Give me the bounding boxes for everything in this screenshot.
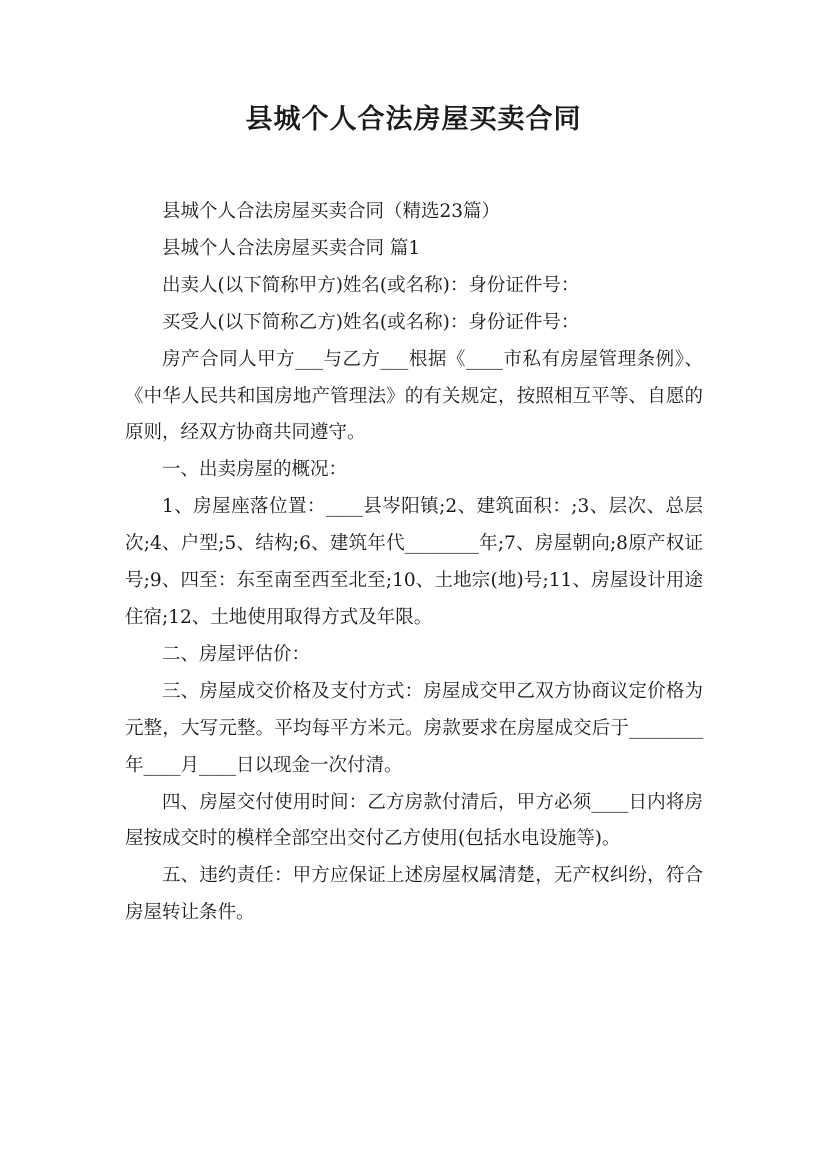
- paragraph-clause-2: 二、房屋评估价：: [162, 643, 311, 665]
- paragraph-subtitle: 县城个人合法房屋买卖合同（精选23篇）: [162, 201, 501, 222]
- paragraph-seller: 出卖人(以下简称甲方)姓名(或名称)：身份证件号：: [162, 274, 580, 296]
- paragraph-clause-1-details: 1、房屋座落位置：____县岑阳镇;2、建筑面积：;3、层次、总层次;4、户型;5、结构;6、建筑年代________年;7、房屋朝向;8原产权证号;9、四至：东至南至西至北至;10、土地宗(地)号;11、房屋设计用途住宿;12、土地使用取得方式及年限。: [125, 496, 703, 628]
- paragraph-clause-3: 三、房屋成交价格及支付方式：房屋成交甲乙双方协商议定价格为元整，大写元整。平均每平方米元。房款要求在房屋成交后于________年____月____日以现金一次付清。: [125, 680, 703, 776]
- paragraph-preamble: 房产合同人甲方___与乙方___根据《____市私有房屋管理条例》、《中华人民共和国房地产管理法》的有关规定，按照相互平等、自愿的原则，经双方协商共同遵守。: [125, 348, 703, 444]
- paragraph-clause-4: 四、房屋交付使用时间：乙方房款付清后，甲方必须____日内将房屋按成交时的模样全部空出交付乙方使用(包括水电设施等)。: [125, 791, 703, 850]
- document-body: [125, 194, 703, 932]
- paragraph-buyer: 买受人(以下简称乙方)姓名(或名称)：身份证件号：: [162, 311, 580, 333]
- paragraph-section-heading: 县城个人合法房屋买卖合同 篇1: [162, 237, 421, 259]
- document-title: 县城个人合法房屋买卖合同: [245, 104, 582, 135]
- paragraph-clause-5: 五、违约责任：甲方应保证上述房屋权属清楚，无产权纠纷，符合房屋转让条件。: [125, 865, 703, 924]
- paragraph-clause-1-heading: 一、出卖房屋的概况：: [162, 459, 348, 481]
